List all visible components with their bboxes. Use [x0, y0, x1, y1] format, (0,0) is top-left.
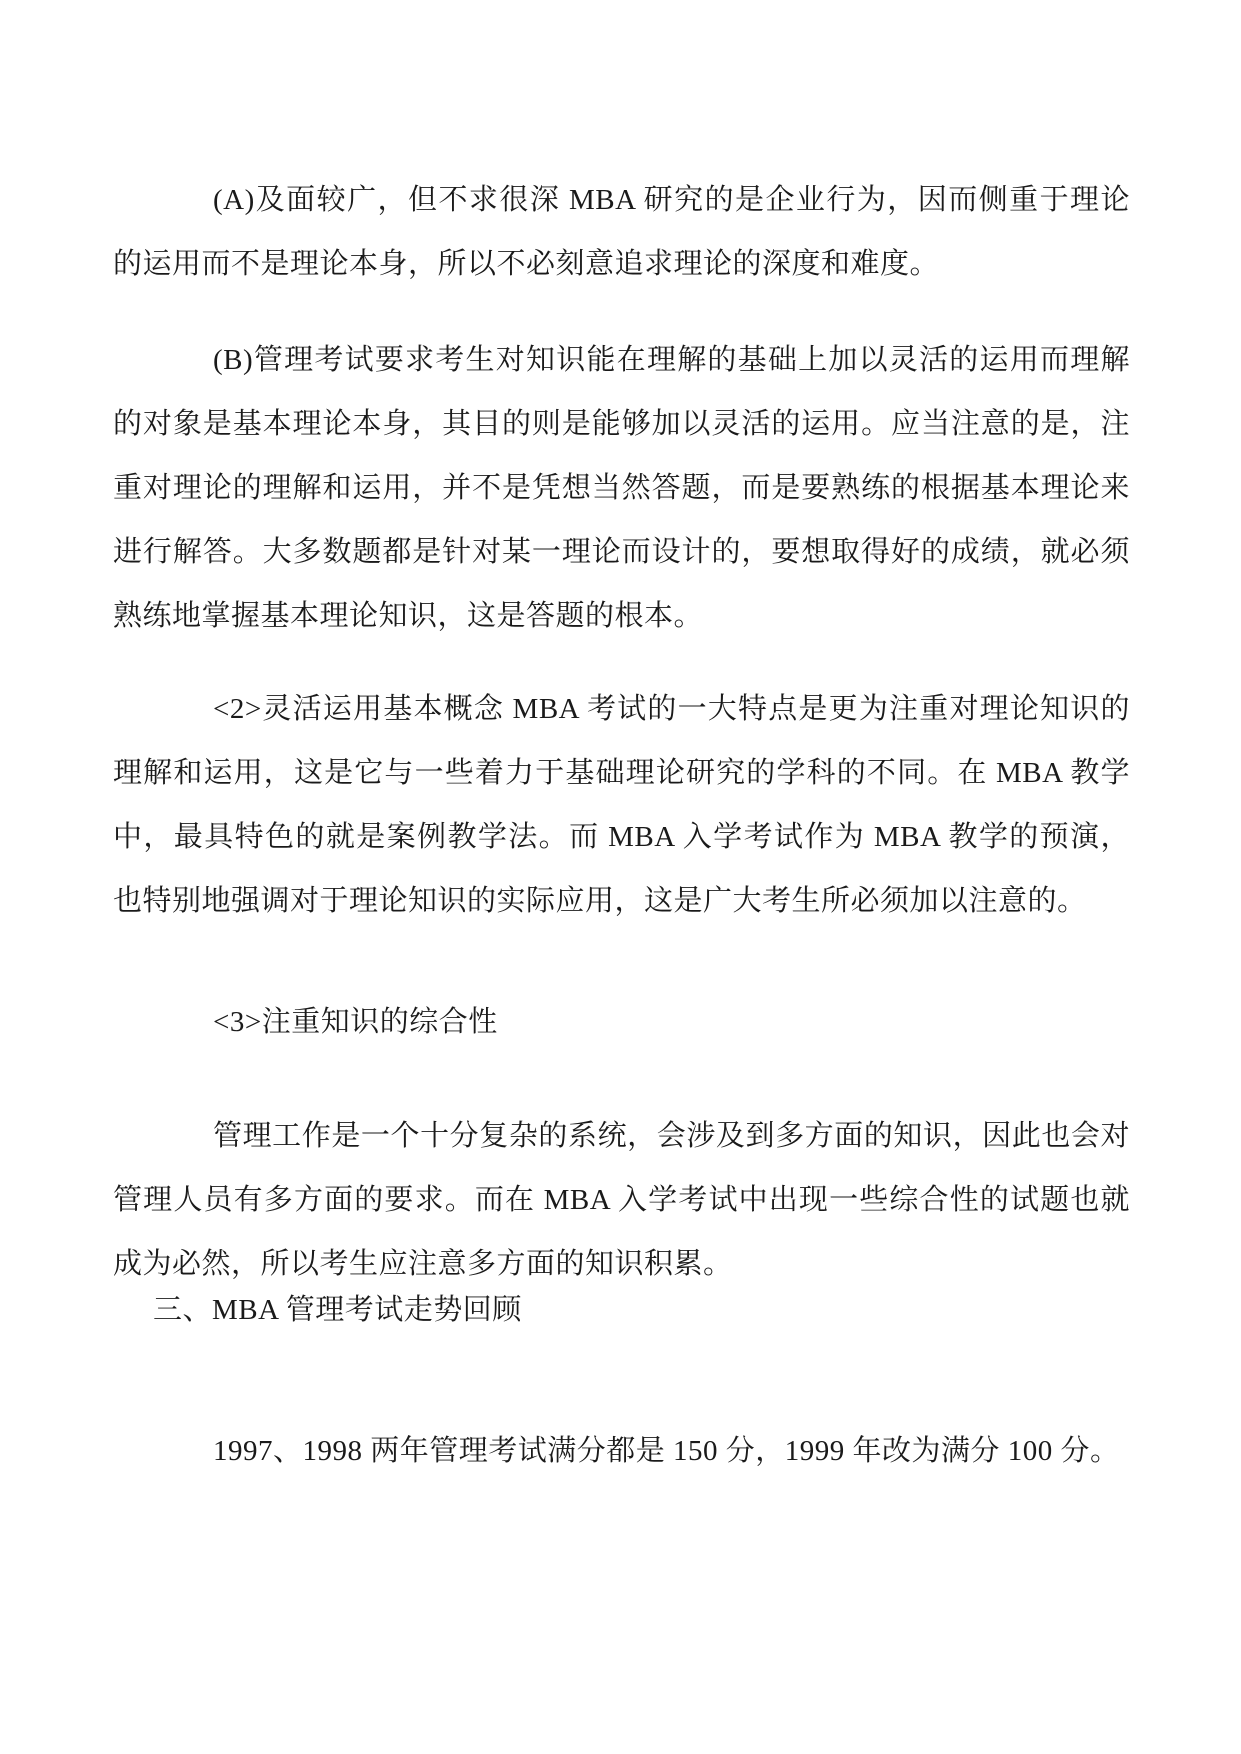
- paragraph-b: (B)管理考试要求考生对知识能在理解的基础上加以灵活的运用而理解的对象是基本理论本身，其目的则是能够加以灵活的运用。应当注意的是，注重对理论的理解和运用，并不是凭想当然答题，而是要熟练的根据基本理论来进行解答。大多数题都是针对某一理论而设计的，要想取得好的成绩，就必须熟练地掌握基本理论知识，这是答题的根本。: [113, 344, 1130, 632]
- paragraph-1997: 1997、1998 两年管理考试满分都是 150 分，1999 年改为满分 100 分。: [213, 1435, 1120, 1467]
- paragraph-a: (A)及面较广，但不求很深 MBA 研究的是企业行为，因而侧重于理论的运用而不是理论本身，所以不必刻意追求理论的深度和难度。: [113, 184, 1130, 280]
- paragraph-2: <2>灵活运用基本概念 MBA 考试的一大特点是更为注重对理论知识的理解和运用，这是它与一些着力于基础理论研究的学科的不同。在 MBA 教学中，最具特色的就是案例教学法。而 MBA 入学考试作为 MBA 教学的预演，也特别地强调对于理论知识的实际应用，这是广大考生所必须加以注意的。: [113, 693, 1130, 917]
- section-heading-3: 三、MBA 管理考试走势回顾: [153, 1294, 522, 1326]
- paragraph-3-heading: <3>注重知识的综合性: [213, 1006, 498, 1038]
- paragraph-management: 管理工作是一个十分复杂的系统，会涉及到多方面的知识，因此也会对管理人员有多方面的要求。而在 MBA 入学考试中出现一些综合性的试题也就成为必然，所以考生应注意多方面的知识积累。: [113, 1120, 1130, 1280]
